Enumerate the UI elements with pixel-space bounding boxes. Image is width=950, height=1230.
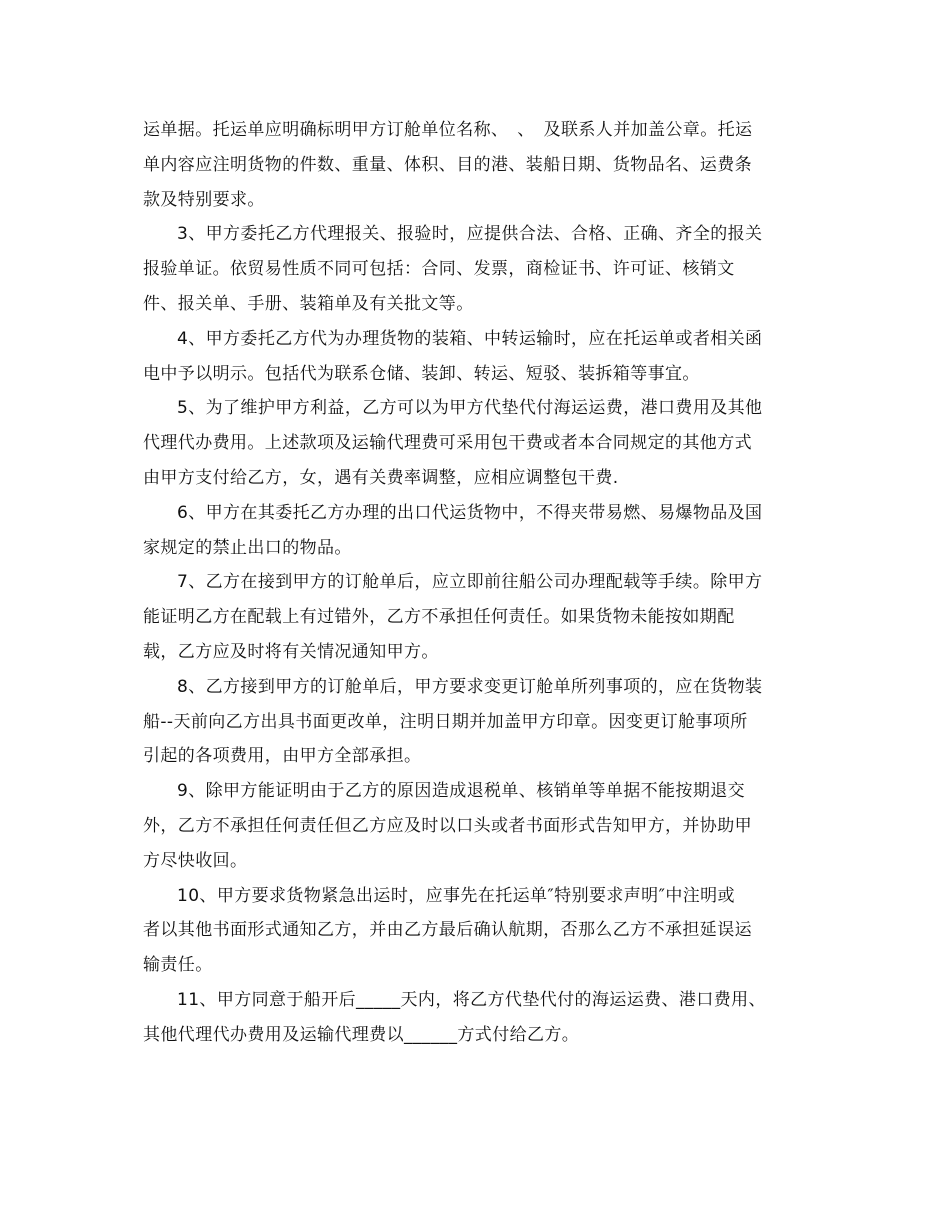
text-line: 输责任。 (143, 955, 213, 976)
paragraph-clause-9 (143, 774, 813, 878)
text-line: 10、甲方要求货物紧急出运时，应事先在托运单″特别要求声明″中注明或 (177, 885, 735, 906)
paragraph-clause-3 (143, 217, 813, 321)
text-line: 其他代理代办费用及运输代理费以______方式付给乙方。 (143, 1024, 580, 1045)
text-line: 外，乙方不承担任何责任但乙方应及时以口头或者书面形式告知甲方，并协助甲 (143, 815, 752, 836)
paragraph-clause-5 (143, 391, 813, 495)
text-line: 由甲方支付给乙方，女，遇有关费率调整，应相应调整包干费. (143, 467, 619, 488)
text-line: 5、为了维护甲方利益，乙方可以为甲方代垫代付海运运费，港口费用及其他 (177, 398, 763, 419)
text-line: 件、报关单、手册、装箱单及有关批文等。 (143, 293, 474, 314)
text-line: 单内容应注明货物的件数、重量、体积、目的港、装船日期、货物品名、运费条 (143, 154, 752, 175)
paragraph-clause-8 (143, 670, 813, 774)
paragraph-continuation (143, 113, 813, 217)
text-line: 代理代办费用。上述款项及运输代理费可采用包干费或者本合同规定的其他方式 (143, 433, 752, 454)
text-line: 者以其他书面形式通知乙方，并由乙方最后确认航期，否那么乙方不承担延误运 (143, 920, 752, 941)
text-line: 7、乙方在接到甲方的订舱单后，应立即前往船公司办理配载等手续。除甲方 (177, 572, 763, 593)
text-line: 3、甲方委托乙方代理报关、报验时，应提供合法、合格、正确、齐全的报关 (177, 224, 763, 245)
text-line: 4、甲方委托乙方代为办理货物的装箱、中转运输时，应在托运单或者相关函 (177, 328, 763, 349)
text-line: 引起的各项费用，由甲方全部承担。 (143, 746, 422, 767)
text-line: 款及特别要求。 (143, 189, 265, 210)
text-line: 家规定的禁止出口的物品。 (143, 537, 352, 558)
text-line: 船--天前向乙方出具书面更改单，注明日期并加盖甲方印章。因变更订舱事项所 (143, 711, 748, 732)
text-line: 方尽快收回。 (143, 850, 248, 871)
paragraph-clause-11 (143, 983, 813, 1053)
text-line: 能证明乙方在配载上有过错外，乙方不承担任何责任。如果货物未能按如期配 (143, 607, 735, 628)
text-line: 载，乙方应及时将有关情况通知甲方。 (143, 641, 439, 662)
text-line: 电中予以明示。包括代为联系仓储、装卸、转运、短驳、装拆箱等事宜。 (143, 363, 700, 384)
text-line: 6、甲方在其委托乙方办理的出口代运货物中，不得夹带易燃、易爆物品及国 (177, 502, 763, 523)
paragraph-clause-4 (143, 322, 813, 392)
paragraph-clause-7 (143, 565, 813, 669)
text-line: 11、甲方同意于船开后_____天内，将乙方代垫代付的海运运费、港口费用、 (177, 989, 766, 1010)
text-line: 运单据。托运单应明确标明甲方订舱单位名称、 、 及联系人并加盖公章。托运 (143, 120, 753, 140)
paragraph-clause-6 (143, 496, 813, 566)
text-line: 8、乙方接到甲方的订舱单后，甲方要求变更订舱单所列事项的，应在货物装 (177, 676, 763, 697)
document-page (143, 113, 813, 1053)
text-line: 9、除甲方能证明由于乙方的原因造成退税单、核销单等单据不能按期退交 (177, 781, 746, 802)
text-line: 报验单证。依贸易性质不同可包括：合同、发票，商检证书、许可证、核销文 (143, 259, 735, 280)
paragraph-clause-10 (143, 879, 813, 983)
